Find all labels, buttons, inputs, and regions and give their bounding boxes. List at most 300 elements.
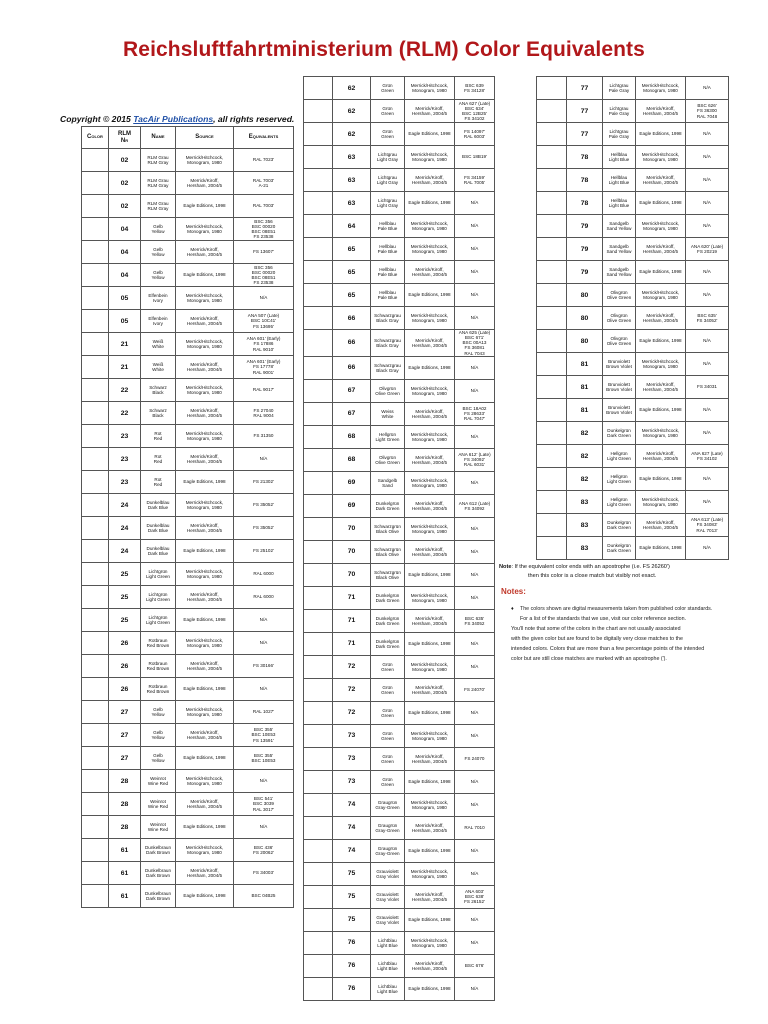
equivalents-cell: N/A <box>234 609 294 632</box>
source-cell: Merrick/Kiroff, Hersham, 2004/5 <box>636 514 686 537</box>
color-name-cell: Lichtgrau Pale Gray <box>603 123 636 146</box>
equivalents-cell: FS 14097' RAL 6003' <box>455 123 495 146</box>
table-body <box>304 77 495 1001</box>
color-name-cell: Olivgrün Olive Green <box>603 330 636 353</box>
equivalents-cell: FS 24070 <box>455 747 495 770</box>
table-row <box>304 678 495 701</box>
source-cell: Merrick/Kiroff, Hersham, 2004/5 <box>176 862 234 885</box>
rlm-number-cell: 72 <box>333 655 371 678</box>
rlm-number-cell: 63 <box>333 192 371 215</box>
table-row <box>82 310 294 333</box>
equivalents-cell: FS 27040 RAL 9004 <box>234 402 294 425</box>
color-swatch <box>82 839 109 862</box>
notes-line: color but are still close matches are marked with an apostrophe ('). <box>511 656 667 663</box>
color-name-cell: Sandgelb Sand <box>371 471 405 494</box>
color-name-cell: Dunkelgrün Dark Green <box>371 632 405 655</box>
color-name-cell: Weiss White <box>371 402 405 425</box>
table-row <box>304 307 495 330</box>
equivalents-cell: ANA 603' BSC 638' FS 26152' <box>455 885 495 908</box>
color-name-cell: Dunkelbraun Dark Brown <box>141 862 176 885</box>
rlm-number-cell: 80 <box>567 284 603 307</box>
header-source: Source <box>176 127 234 149</box>
source-cell: Merrick/Kiroff, Hersham, 2004/5 <box>405 678 455 701</box>
source-cell: Merrick/Hitchcock, Monogram, 1980 <box>176 287 234 310</box>
color-swatch <box>82 885 109 908</box>
color-swatch <box>537 330 567 353</box>
color-name-cell: Weiß White <box>141 333 176 356</box>
color-name-cell: Grauviolett Gray Violet <box>371 885 405 908</box>
table-row <box>304 540 495 563</box>
color-table-3 <box>536 76 729 560</box>
equivalents-cell: ANA 612' (Late) FS 34092' RAL 6031' <box>455 448 495 471</box>
equivalents-cell: ANA 620' (Late) FS 20219 <box>686 238 729 261</box>
copyright-suffix: , all rights reserved. <box>213 114 295 124</box>
equivalents-cell: FS 30166' <box>234 655 294 678</box>
color-swatch <box>82 241 109 264</box>
color-swatch <box>304 862 333 885</box>
equivalents-cell: BSC 18A02 FS 28633' RAL 7047' <box>455 402 495 425</box>
table-row <box>304 284 495 307</box>
rlm-number-cell: 24 <box>109 517 141 540</box>
table-row <box>82 333 294 356</box>
rlm-number-cell: 73 <box>333 770 371 793</box>
equivalents-cell: BSC 356 BSC 00020 BSC 08E51 FS 23538 <box>234 218 294 241</box>
equivalents-cell: N/A <box>455 586 495 609</box>
rlm-number-cell: 74 <box>333 816 371 839</box>
table-row <box>304 379 495 402</box>
color-name-cell: Brunviolett Brown Violet <box>603 399 636 422</box>
equivalents-cell: N/A <box>455 839 495 862</box>
color-name-cell: Grün Green <box>371 77 405 100</box>
equivalents-cell: RAL 1027' <box>234 701 294 724</box>
table-row <box>304 215 495 238</box>
source-cell: Merrick/Kiroff, Hersham, 2004/5 <box>176 724 234 747</box>
table-row <box>82 701 294 724</box>
color-name-cell: Lichtgrau Pale Gray <box>603 100 636 123</box>
table-row <box>304 238 495 261</box>
equivalents-cell: BSC 356 BSC 00020 BSC 08E51 FS 23538 <box>234 264 294 287</box>
color-name-cell: Graugrün Gray-Green <box>371 793 405 816</box>
table-row <box>82 632 294 655</box>
color-swatch <box>537 284 567 307</box>
rlm-number-cell: 66 <box>333 356 371 379</box>
equivalents-cell: N/A <box>686 169 729 192</box>
table-row <box>82 770 294 793</box>
color-name-cell: Dunkelgrün Dark Green <box>603 514 636 537</box>
equivalents-cell: BSC 635' FS 34052 <box>455 609 495 632</box>
source-cell: Merrick/Kiroff, Hersham, 2004/5 <box>405 402 455 425</box>
color-swatch <box>304 330 333 357</box>
source-cell: Merrick/Hitchcock, Monogram, 1980 <box>405 655 455 678</box>
table-row <box>304 100 495 123</box>
color-swatch <box>304 448 333 471</box>
table-row <box>304 701 495 724</box>
equivalents-cell: ANA 613' (Late) FS 34083' RAL 7013' <box>686 514 729 537</box>
color-name-cell: Grauviolett Gray Violet <box>371 908 405 931</box>
table-row <box>82 471 294 494</box>
color-swatch <box>82 816 109 839</box>
notes-heading: Notes: <box>501 587 526 596</box>
table-row <box>304 931 495 954</box>
equivalents-cell: N/A <box>455 192 495 215</box>
color-name-cell: Brunviolett Brown Violet <box>603 353 636 376</box>
color-swatch <box>82 678 109 701</box>
source-cell: Merrick/Kiroff, Hersham, 2004/5 <box>405 448 455 471</box>
equivalents-cell: ANA 627 (Late) FS 34102 <box>686 445 729 468</box>
table-row <box>304 655 495 678</box>
equivalents-cell: N/A <box>455 284 495 307</box>
equivalents-cell: RAL 6000 <box>234 586 294 609</box>
color-swatch <box>304 954 333 977</box>
color-name-cell: Dunkelblau Dark Blue <box>141 494 176 517</box>
color-swatch <box>82 494 109 517</box>
color-name-cell: Rotbraun Red Brown <box>141 678 176 701</box>
color-name-cell: Hellblau Light Blue <box>603 169 636 192</box>
table-row <box>82 149 294 172</box>
table-row <box>304 192 495 215</box>
source-cell: Eagle Editions, 1998 <box>405 770 455 793</box>
equivalents-cell: BSC 18B19' <box>455 146 495 169</box>
color-swatch <box>304 839 333 862</box>
color-name-cell: Sandgelb Sand Yellow <box>603 238 636 261</box>
source-cell: Eagle Editions, 1998 <box>176 264 234 287</box>
source-cell: Merrick/Kiroff, Hersham, 2004/5 <box>176 402 234 425</box>
color-swatch <box>304 192 333 215</box>
table-row <box>82 655 294 678</box>
color-swatch <box>82 218 109 241</box>
color-name-cell: Olivgrün Olive Green <box>371 448 405 471</box>
color-swatch <box>82 333 109 356</box>
table-row <box>304 609 495 632</box>
color-swatch <box>537 445 567 468</box>
color-name-cell: Grün Green <box>371 123 405 146</box>
rlm-number-cell: 05 <box>109 310 141 333</box>
equivalents-cell: FS 35052' <box>234 494 294 517</box>
color-swatch <box>304 701 333 724</box>
source-cell: Merrick/Hitchcock, Monogram, 1980 <box>636 146 686 169</box>
rlm-number-cell: 82 <box>567 468 603 491</box>
color-swatch <box>537 422 567 445</box>
table-row <box>82 747 294 770</box>
color-swatch <box>82 632 109 655</box>
equivalents-cell: BSC 04B25 <box>234 885 294 908</box>
equivalents-cell: N/A <box>686 537 729 560</box>
color-name-cell: Gelb Yellow <box>141 747 176 770</box>
rlm-number-cell: 26 <box>109 678 141 701</box>
equivalents-cell: N/A <box>455 908 495 931</box>
equivalents-cell: N/A <box>686 261 729 284</box>
color-swatch <box>82 517 109 540</box>
equivalents-cell: FS 31350 <box>234 425 294 448</box>
table-row <box>304 123 495 146</box>
source-cell: Merrick/Kiroff, Hersham, 2004/5 <box>405 540 455 563</box>
color-swatch <box>304 261 333 284</box>
equivalents-cell: N/A <box>234 632 294 655</box>
table-row <box>537 261 729 284</box>
equivalents-cell: FS 13607' <box>234 241 294 264</box>
rlm-number-cell: 62 <box>333 77 371 100</box>
color-swatch <box>82 172 109 195</box>
table-row <box>537 238 729 261</box>
rlm-number-cell: 04 <box>109 241 141 264</box>
rlm-number-cell: 69 <box>333 494 371 517</box>
table-row <box>304 793 495 816</box>
color-swatch <box>82 264 109 287</box>
table-row <box>537 445 729 468</box>
table-row <box>537 491 729 514</box>
rlm-number-cell: 21 <box>109 333 141 356</box>
source-cell: Merrick/Kiroff, Hersham, 2004/5 <box>176 655 234 678</box>
table-row <box>304 356 495 379</box>
rlm-number-cell: 04 <box>109 218 141 241</box>
source-cell: Eagle Editions, 1998 <box>405 284 455 307</box>
source-cell: Eagle Editions, 1998 <box>176 609 234 632</box>
color-swatch <box>304 770 333 793</box>
color-name-cell: Schwarzgrün Black Olive <box>371 517 405 540</box>
source-cell: Merrick/Hitchcock, Monogram, 1980 <box>176 839 234 862</box>
rlm-number-cell: 22 <box>109 402 141 425</box>
source-cell: Eagle Editions, 1998 <box>636 537 686 560</box>
color-swatch <box>537 238 567 261</box>
color-swatch <box>537 215 567 238</box>
source-cell: Merrick/Hitchcock, Monogram, 1980 <box>176 333 234 356</box>
source-cell: Merrick/Kiroff, Hersham, 2004/5 <box>636 169 686 192</box>
color-swatch <box>304 238 333 261</box>
source-cell: Eagle Editions, 1998 <box>176 747 234 770</box>
table-row <box>537 330 729 353</box>
table-row <box>304 330 495 357</box>
equivalents-cell: N/A <box>686 353 729 376</box>
source-cell: Eagle Editions, 1998 <box>405 192 455 215</box>
color-name-cell: Lichtblau Light Blue <box>371 931 405 954</box>
equivalents-cell: N/A <box>234 448 294 471</box>
color-name-cell: Dunkelblau Dark Blue <box>141 517 176 540</box>
source-cell: Eagle Editions, 1998 <box>636 123 686 146</box>
rlm-number-cell: 71 <box>333 609 371 632</box>
source-cell: Merrick/Kiroff, Hersham, 2004/5 <box>176 356 234 379</box>
equivalents-cell: N/A <box>455 862 495 885</box>
color-swatch <box>304 379 333 402</box>
color-swatch <box>304 471 333 494</box>
color-name-cell: Lichtgrün Light Green <box>141 563 176 586</box>
table-row <box>304 563 495 586</box>
table-row <box>82 425 294 448</box>
equivalents-cell: N/A <box>686 192 729 215</box>
rlm-number-cell: 26 <box>109 655 141 678</box>
rlm-number-cell: 28 <box>109 793 141 816</box>
table-body <box>82 149 294 908</box>
rlm-number-cell: 65 <box>333 261 371 284</box>
color-name-cell: Sandgelb Sand Yellow <box>603 261 636 284</box>
color-name-cell: Schwarz Black <box>141 379 176 402</box>
color-name-cell: Hellblau Pale Blue <box>371 215 405 238</box>
table-row <box>304 77 495 100</box>
source-cell: Eagle Editions, 1998 <box>405 908 455 931</box>
copyright-notice <box>60 114 294 124</box>
table-row <box>304 146 495 169</box>
table-row <box>537 123 729 146</box>
table-row <box>537 215 729 238</box>
equivalents-cell: BSC 355' BSC 10E53 <box>234 747 294 770</box>
color-swatch <box>304 931 333 954</box>
rlm-number-cell: 75 <box>333 908 371 931</box>
color-name-cell: Gelb Yellow <box>141 701 176 724</box>
equivalents-cell: RAL 9017' <box>234 379 294 402</box>
equivalents-cell: BSC 355' BSC 10E53 FS 13591' <box>234 724 294 747</box>
color-name-cell: Lichtgrau Pale Gray <box>603 77 636 100</box>
color-name-cell: Olivgrün Olive Green <box>603 307 636 330</box>
color-swatch <box>304 402 333 425</box>
equivalents-cell: N/A <box>686 468 729 491</box>
table-row <box>304 862 495 885</box>
equivalents-cell: ANA 601' (Early) FS 17886 RAL 9010' <box>234 333 294 356</box>
rlm-number-cell: 77 <box>567 77 603 100</box>
table-row <box>304 839 495 862</box>
source-cell: Merrick/Hitchcock, Monogram, 1980 <box>176 379 234 402</box>
equivalents-cell: N/A <box>455 977 495 1000</box>
color-name-cell: Grün Green <box>371 701 405 724</box>
source-cell: Merrick/Kiroff, Hersham, 2004/5 <box>176 310 234 333</box>
equivalents-cell: N/A <box>455 215 495 238</box>
color-swatch <box>304 885 333 908</box>
color-swatch <box>304 632 333 655</box>
equivalents-cell: N/A <box>686 284 729 307</box>
equivalents-cell: N/A <box>234 678 294 701</box>
rlm-number-cell: 05 <box>109 287 141 310</box>
rlm-number-cell: 78 <box>567 146 603 169</box>
color-swatch <box>82 747 109 770</box>
source-cell: Merrick/Hitchcock, Monogram, 1980 <box>176 149 234 172</box>
equivalents-cell: N/A <box>455 931 495 954</box>
table-row <box>304 494 495 517</box>
color-name-cell: Grün Green <box>371 655 405 678</box>
color-name-cell: RLM Grau RLM Gray <box>141 149 176 172</box>
rlm-number-cell: 81 <box>567 376 603 399</box>
rlm-number-cell: 04 <box>109 264 141 287</box>
color-swatch <box>82 563 109 586</box>
source-cell: Merrick/Kiroff, Hersham, 2004/5 <box>636 100 686 123</box>
table-row <box>537 376 729 399</box>
rlm-number-cell: 27 <box>109 747 141 770</box>
source-cell: Eagle Editions, 1998 <box>636 330 686 353</box>
source-cell: Merrick/Hitchcock, Monogram, 1980 <box>176 218 234 241</box>
source-cell: Merrick/Hitchcock, Monogram, 1980 <box>405 517 455 540</box>
rlm-number-cell: 23 <box>109 471 141 494</box>
table-row <box>82 402 294 425</box>
table-row <box>537 353 729 376</box>
table-row <box>82 241 294 264</box>
source-cell: Merrick/Hitchcock, Monogram, 1980 <box>176 425 234 448</box>
equivalents-cell: N/A <box>686 491 729 514</box>
color-name-cell: Lichtgrau Light Gray <box>371 192 405 215</box>
rlm-number-cell: 63 <box>333 169 371 192</box>
color-swatch <box>537 491 567 514</box>
rlm-number-cell: 64 <box>333 215 371 238</box>
rlm-number-cell: 62 <box>333 100 371 123</box>
color-name-cell: Hellgrün Light Green <box>371 425 405 448</box>
table-row <box>82 839 294 862</box>
table-row <box>82 379 294 402</box>
color-swatch <box>82 540 109 563</box>
table-row <box>537 100 729 123</box>
table-row <box>82 517 294 540</box>
rlm-number-cell: 67 <box>333 402 371 425</box>
color-name-cell: Dunkelgrün Dark Green <box>603 422 636 445</box>
color-name-cell: Gelb Yellow <box>141 724 176 747</box>
source-cell: Merrick/Hitchcock, Monogram, 1980 <box>405 215 455 238</box>
source-cell: Merrick/Kiroff, Hersham, 2004/5 <box>405 885 455 908</box>
rlm-number-cell: 78 <box>567 169 603 192</box>
table-row <box>304 425 495 448</box>
rlm-number-cell: 78 <box>567 192 603 215</box>
source-cell: Merrick/Hitchcock, Monogram, 1980 <box>405 238 455 261</box>
color-name-cell: Hellgrün Light Green <box>603 468 636 491</box>
color-swatch <box>82 724 109 747</box>
color-name-cell: Hellblau Light Blue <box>603 192 636 215</box>
color-name-cell: Hellblau Light Blue <box>603 146 636 169</box>
color-swatch <box>304 284 333 307</box>
rlm-number-cell: 79 <box>567 238 603 261</box>
color-swatch <box>537 123 567 146</box>
color-name-cell: Weinrot Wine Red <box>141 793 176 816</box>
color-name-cell: Brunviolett Brown Violet <box>603 376 636 399</box>
color-name-cell: Grün Green <box>371 747 405 770</box>
source-cell: Merrick/Hitchcock, Monogram, 1980 <box>405 471 455 494</box>
page-title: Reichsluftfahrtministerium (RLM) Color Equivalents <box>123 38 645 61</box>
color-name-cell: Grün Green <box>371 678 405 701</box>
equivalents-cell: BSC 541' BSC 3039 RAL 3017' <box>234 793 294 816</box>
color-name-cell: Grün Green <box>371 724 405 747</box>
color-name-cell: Lichtblau Light Blue <box>371 954 405 977</box>
source-cell: Eagle Editions, 1998 <box>176 471 234 494</box>
color-name-cell: Dunkelbraun Dark Brown <box>141 839 176 862</box>
source-cell: Merrick/Hitchcock, Monogram, 1980 <box>405 425 455 448</box>
color-swatch <box>304 609 333 632</box>
table-row <box>82 540 294 563</box>
table-row <box>537 399 729 422</box>
source-cell: Merrick/Kiroff, Hersham, 2004/5 <box>405 609 455 632</box>
table-row <box>304 977 495 1000</box>
table-row <box>82 816 294 839</box>
color-swatch <box>304 307 333 330</box>
color-swatch <box>82 609 109 632</box>
table-row <box>304 816 495 839</box>
color-name-cell: Dunkelgrün Dark Green <box>371 586 405 609</box>
rlm-number-cell: 83 <box>567 491 603 514</box>
rlm-number-cell: 67 <box>333 379 371 402</box>
color-swatch <box>537 146 567 169</box>
color-swatch <box>537 100 567 123</box>
equivalents-cell: RAL 7010 <box>455 816 495 839</box>
publisher-link[interactable]: TacAir Publications <box>133 114 214 124</box>
color-name-cell: Graugrün Gray-Green <box>371 839 405 862</box>
table-row <box>304 632 495 655</box>
color-name-cell: Hellgrün Light Green <box>603 445 636 468</box>
source-cell: Merrick/Hitchcock, Monogram, 1980 <box>176 563 234 586</box>
source-cell: Merrick/Hitchcock, Monogram, 1980 <box>405 307 455 330</box>
color-name-cell: Hellblau Pale Blue <box>371 238 405 261</box>
copyright-prefix: Copyright © 2015 <box>60 114 134 124</box>
source-cell: Merrick/Hitchcock, Monogram, 1980 <box>636 77 686 100</box>
equivalents-cell: N/A <box>234 770 294 793</box>
color-name-cell: RLM Grau RLM Gray <box>141 195 176 218</box>
equivalents-cell: FS 25102' <box>234 540 294 563</box>
source-cell: Merrick/Hitchcock, Monogram, 1980 <box>636 215 686 238</box>
source-cell: Merrick/Hitchcock, Monogram, 1980 <box>176 770 234 793</box>
source-cell: Merrick/Kiroff, Hersham, 2004/5 <box>405 100 455 123</box>
color-swatch <box>82 287 109 310</box>
color-swatch <box>537 353 567 376</box>
